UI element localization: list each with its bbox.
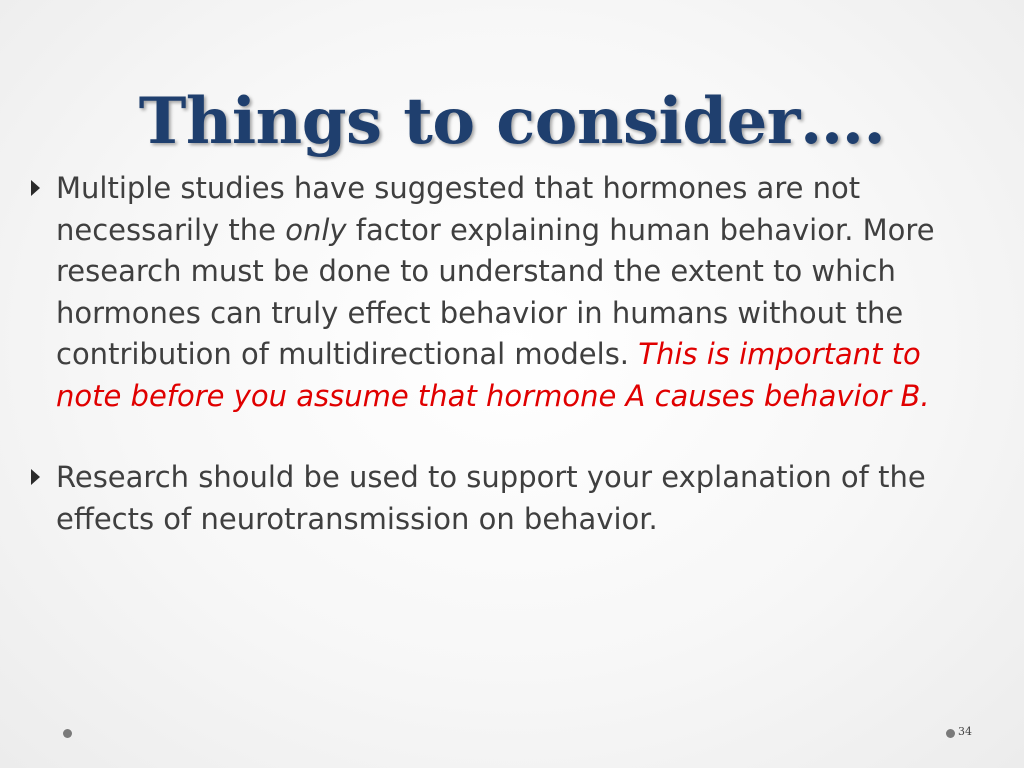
bullet-text-emphasis: only bbox=[285, 212, 347, 247]
triangle-right-icon bbox=[31, 469, 40, 485]
bullet-text: factor explaining human behavior. More research must be done to understand the extent to which hormones can truly effect behavior in humans without the contribution of multidirectional models. bbox=[56, 212, 935, 371]
slide-title: Things to consider…. bbox=[138, 84, 886, 159]
bullet-item bbox=[28, 457, 983, 540]
page-number: 34 bbox=[958, 725, 972, 738]
bullet-text: Multiple studies have suggested that hormones are not necessarily the bbox=[56, 171, 861, 247]
bullet-item bbox=[28, 168, 983, 417]
bullet-list bbox=[28, 168, 983, 540]
footer-dot-icon bbox=[63, 729, 72, 738]
bullet-text-highlight: This is important to note before you assume that hormone A causes behavior B. bbox=[56, 337, 930, 413]
footer-dot-icon bbox=[946, 729, 955, 738]
triangle-right-icon bbox=[31, 180, 40, 196]
bullet-text: Research should be used to support your explanation of the effects of neurotransmission on behavior. bbox=[56, 460, 926, 536]
